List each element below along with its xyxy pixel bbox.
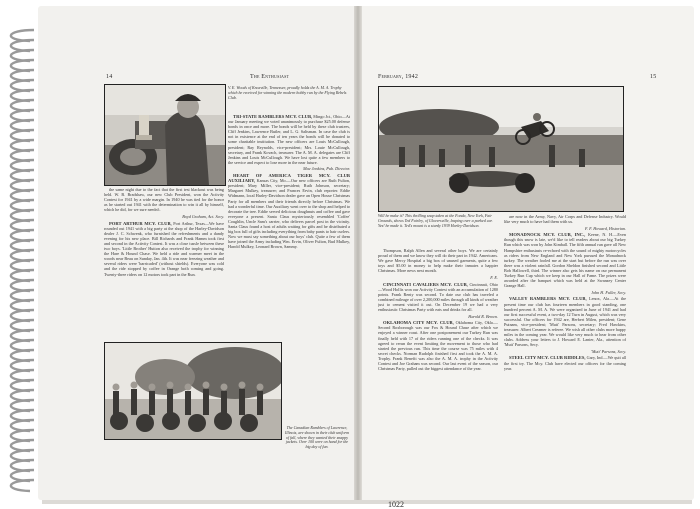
club-heading: STEEL CITY MCY. CLUB RIDDLES, <box>509 355 586 361</box>
club-heading: VALLEY RAMBLERS MCY. CLUB, <box>509 296 587 302</box>
club-report: Lenox, Ala.—At the present time our club has fourteen members in good standing, one hundred percent A. M. A. We were organized in June of 1941 and had our first successful event, a two-day 12 Turn in August, which was very successful. Our officers for 1942 are, Herbert Milen, president; Gene Putnam, vice-president; 'Mutt' Parsons, secretary; Fred Hawkins, treasurer. Albert Creamer is referee. We wish all other clubs more happy miles in the coming year. We would like very much to hear from other clubs. Address your letters to J. Howard E. Lanier, Ala., attention of 'Mutt' Parsons, Secy. <box>504 296 626 348</box>
page-gutter <box>354 6 362 500</box>
page-edge-shadow <box>42 500 692 504</box>
club-report: Oklahoma City, Okla.—Second Roxborough was our Fox & Hound Chase after which we enjoyed a winner roast. After one postponement our Turkey Run was finally held with 17 of the riders running one of the checks. It was agreed to rerun the event limiting the movement to those who had started the previous run. This time the course was 75 miles with 4 secret checks. Norman Rudolph finished first and took the A. M. A. Trophy. Frank Benefit was also the A. M. A. trophy in the Activity Contest and Joe Graham was second. Our last event of the season, our Christmas Party, pulled out the biggest attendance of the year. <box>378 320 498 372</box>
group-photo-caption: The Canadian Ramblers of Lawrence, Illinois, are shown in their club uniform of fall, where they wanted their snappy jackets. Over 100 were on hand for the big day of fun. <box>285 425 349 450</box>
trophy-rider-photo <box>104 84 226 186</box>
left-column-2 <box>228 114 350 364</box>
signature: F. F. Howard, Historian. <box>585 225 626 231</box>
club-heading: PORT ARTHUR MCY. CLUB, <box>109 220 172 226</box>
right-running-head: February, 1942 <box>378 74 419 80</box>
club-heading: MONADNOCK MCY. CLUB, INC., <box>509 232 586 238</box>
club-report: Keene, N. H.—Even though this snow is late, we'd like to tell readers about our big Turkey Run which was won by John Kimball. The fifth annual run gave all New Hampshire enthusiasts re-echoed with the sound of mighty motorcycles as riders from New England and New York pursued the Monadnock turkey. The weather fooled me at the start but before the run was over there was a violent rainfall. Gordon Sheldon finished second and Little Bob Hallowell, third. The winner also gets his name on our permanent Turkey Run Cup which we keep in our Hall of Fame. The prizes were awarded after the banquet which was held at the Swanzey Center Grange Hall. <box>504 232 626 289</box>
signature: Mae Jenkins, Pub. Director. <box>303 166 350 172</box>
club-report: Gary, Ind.—We quit all the first try. The Mcy. Club have elected our officers for the coming year. <box>504 355 626 371</box>
left-running-head: The Enthusiast <box>250 74 290 80</box>
open-magazine <box>38 6 694 509</box>
signature: Harold R. Brown. <box>468 313 498 319</box>
left-column-1 <box>104 187 224 339</box>
article-continuation: Thompson, Ralph Allen and several other boys. We are certainly proud of them and we know they will do their part in 1942. Americans. We gave Mercy Hospital a big box of unused garments, quite a few toys and $5.00 in money to help make their inmates a happier Christmas. More news next month. <box>378 248 498 274</box>
left-page-number: 14 <box>106 74 113 80</box>
club-heading: TRI-STATE RAMBLERS MCY. CLUB, <box>233 114 313 119</box>
signature: 'Mutt' Parsons, Secy. <box>590 348 626 354</box>
jump-photo-caption: Will he make it? This thrilling snap taken at the Fonda, New York, Fair Grounds, shows Ted Fairley, of Gloversville, leaping over a parked car. Yes! he made it. Ted's mount is a sturdy 1939 Harley-Davidson. <box>378 213 493 228</box>
club-report: Mingo Jct., Ohio—At our January meeting we voted unanimously to purchase $25.00 defense bonds in once and more. The bonds will be held by these club trustees, Cliff Jenkins, Lawrence Butler, and L. G. Saltsman. In case the club is not in existence at the end of ten years the bonds will be donated to some charitable institution. The new officers are Louis McCullough, president; Ray Reynolds, vice-president; Mrs. Louie McCullough, secretary, and Frank Kovach, treasurer. The A. M. A. delegates are Cliff Jenkins and Louis McCullough. We have lost quite a few members to the service and expect to lose more in the near future. <box>228 114 350 165</box>
signature: John H. Fuller, Secy. <box>591 289 626 295</box>
footer-page-number: 1022 <box>388 500 404 509</box>
right-column-2 <box>504 214 626 494</box>
club-report: Cincinnati, Ohio—Wood Hollis won our Activity Contest with an accumulation of 1280 points. Frank Renty was second. To date our club has traveled a combined mileage of over 2,200,000 miles through all kinds of weather just to cement visited it out. On December 19 we had a very enthusiastic Christmas Party with eats and drinks for all. <box>378 281 498 313</box>
trophy-photo-caption: V. E. Woods of Knoxville, Tennessee, proudly holds the A. M. A. Trophy which he received for winning the modern hobby run by the Flying Rebels Club. <box>228 85 347 100</box>
club-report: Kansas City, Mo.—Our new officers are Ruth Fulton, president; Mary Miller, vice-president; Ruth Johnson, secretary; Margaret Mulkey, treasurer; and Frances Ervin, club reporter. Eddie Widmann, local Harley-Davidson dealer gave an Open House Christmas Party for all members and their friends directly before Christmas. We had a wonderful time. Our Auxiliary went over to the shop and helped to decorate the tree. Eddie served delicious doughnuts and coffee and gave everyone a present. Santa Claus mysteriously resembled 'Coffee' Coughlin, Uncle Sam's carrier, who delivers parcel post in the vicinity. Santa Claus found a host of adults waiting for gifts and he distributed a big box full of gifts including everything from baby pants to hair curlers. Now we must say something about our boys' club. Quite a few of them have joined the Army including Wm. Ervin, Oliver Fulton, Bud Mulkey, Harold Mulkey, Leonard Brown, Sammy. <box>228 178 350 250</box>
article-continuation: the same night due to the fact that the first test blackout was being held. W. B. Bradshaw, our new Club President, won the Activity Contest for 1941 by a wide margin. In 1940 he was tied for the honor as he started out 1941 with the determination to win it all by himself, which he did, for we sure needn't. <box>104 187 224 213</box>
right-column-1 <box>378 248 498 493</box>
club-heading: CINCINNATI CAVALIERS MCY. CLUB, <box>383 281 468 287</box>
right-page-number: 15 <box>650 74 657 80</box>
club-heading: OKLAHOMA CITY MCY. CLUB, <box>383 320 454 326</box>
club-heading: HEART OF AMERICA TIGER MCY. CLUB AUXILIARY, <box>228 173 350 184</box>
club-report: Port Arthur, Texas—We have rounded out 1941 with a big party at the shop of the Harley-Davidson dealer J. C. Schwenk, who furnished the refreshments and a dandy evening for his new place. Bill Richards and Frank Hamm took first and second in the Activity Contest. It was a close tussle between these two boys. 'Little Brother' Hutton also received the trophy for winning the Hare & Hound Chase. We held a ride and warmer meet in the woods near Beau on Sunday, Jan. 4th. It was near freezing weather and several riders were 'barricaded' (without shields). Everyone was cold and the ride stopped by coffee in Orange both coming and going. Twenty-three riders on 12 motors took part in the Run. <box>104 220 224 277</box>
motorcycle-jump-photo <box>378 86 624 212</box>
article-continuation: are now in the Army, Navy, Air Corps and Defense Industry. Would like very much to have had them with us. <box>504 214 626 225</box>
signature: F. E. <box>490 274 498 280</box>
signature: Boyd Graham, Act. Secy. <box>182 213 224 219</box>
club-group-photo <box>104 342 282 440</box>
